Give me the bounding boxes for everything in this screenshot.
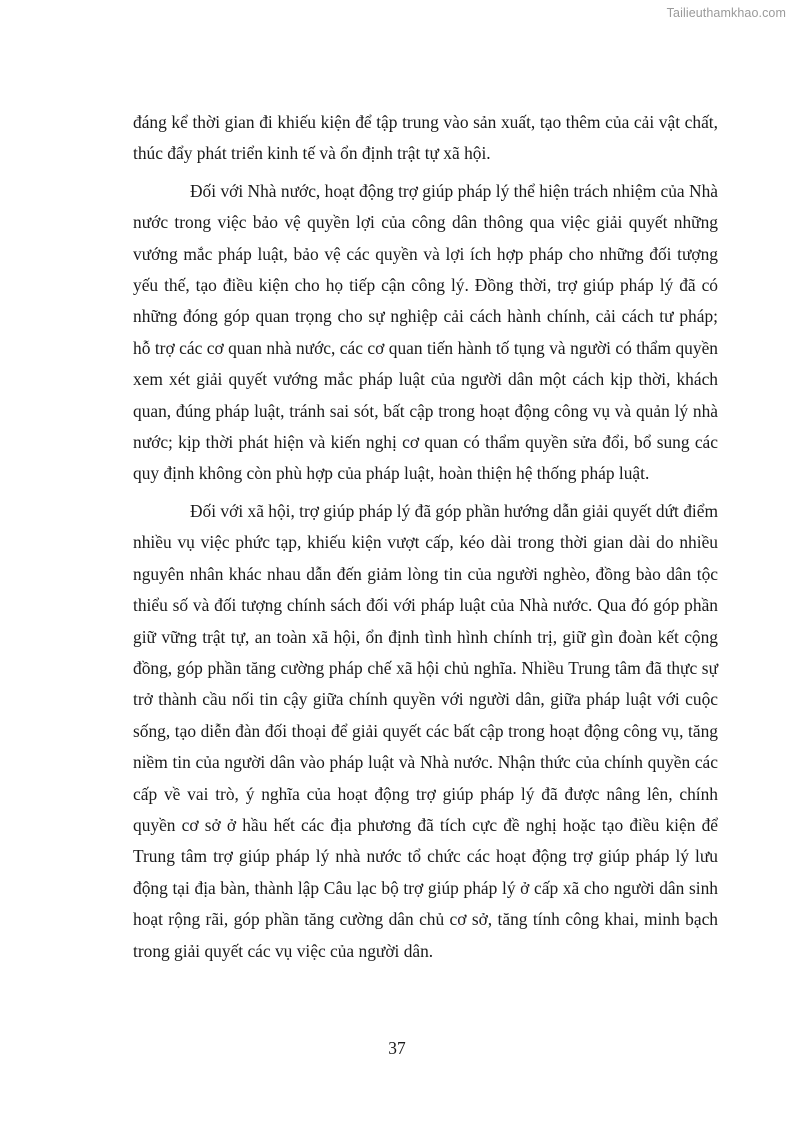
page-number: 37 [388,1038,406,1058]
paragraph-continuation: đáng kể thời gian đi khiếu kiện để tập trung vào sản xuất, tạo thêm của cải vật chất, thúc đẩy phát triển kinh tế và ổn định trật tự xã hội. [133,112,718,164]
watermark: Tailieuthamkhao.com [666,6,786,20]
paragraph-society: Đối với xã hội, trợ giúp pháp lý đã góp phần hướng dẫn giải quyết dứt điểm nhiều vụ việc phức tạp, khiếu kiện vượt cấp, kéo dài trong thời gian dài do nhiều nguyên nhân khác nhau dẫn đến giảm lòng tin của người nghèo, đồng bào dân tộc thiểu số và đối tượng chính sách đối với pháp luật của Nhà nước. Qua đó góp phần giữ vững trật tự, an toàn xã hội, ổn định tình hình chính trị, giữ gìn đoàn kết cộng đồng, góp phần tăng cường pháp chế xã hội chủ nghĩa. Nhiều Trung tâm đã thực sự trở thành cầu nối tin cậy giữa chính quyền với người dân, giữa pháp luật với cuộc sống, tạo diễn đàn đối thoại để giải quyết các bất cập trong hoạt động công vụ, tăng niềm tin của người dân vào pháp luật và Nhà nước. Nhận thức của chính quyền các cấp về vai trò, ý nghĩa của hoạt động trợ giúp pháp lý đã được nâng lên, chính quyền cơ sở ở hầu hết các địa phương đã tích cực đề nghị hoặc tạo điều kiện để Trung tâm trợ giúp pháp lý nhà nước tổ chức các hoạt động trợ giúp pháp lý lưu động tại địa bàn, thành lập Câu lạc bộ trợ giúp pháp lý ở cấp xã cho người dân sinh hoạt rộng rãi, góp phần tăng cường dân chủ cơ sở, tăng tính công khai, minh bạch trong giải quyết các vụ việc của người dân. [133,500,718,961]
document-body [133,107,718,967]
paragraph-state: Đối với Nhà nước, hoạt động trợ giúp pháp lý thể hiện trách nhiệm của Nhà nước trong việc bảo vệ quyền lợi của công dân thông qua việc giải quyết những vướng mắc pháp luật, bảo vệ các quyền và lợi ích hợp pháp cho những đối tượng yếu thế, tạo điều kiện cho họ tiếp cận công lý. Đồng thời, trợ giúp pháp lý đã có những đóng góp quan trọng cho sự nghiệp cải cách hành chính, cải cách tư pháp; hỗ trợ các cơ quan nhà nước, các cơ quan tiến hành tố tụng và người có thẩm quyền xem xét giải quyết vướng mắc pháp luật của người dân một cách kịp thời, khách quan, đúng pháp luật, tránh sai sót, bất cập trong hoạt động công vụ và quản lý nhà nước; kịp thời phát hiện và kiến nghị cơ quan có thẩm quyền sửa đổi, bổ sung các quy định không còn phù hợp của pháp luật, hoàn thiện hệ thống pháp luật. [133,180,718,484]
